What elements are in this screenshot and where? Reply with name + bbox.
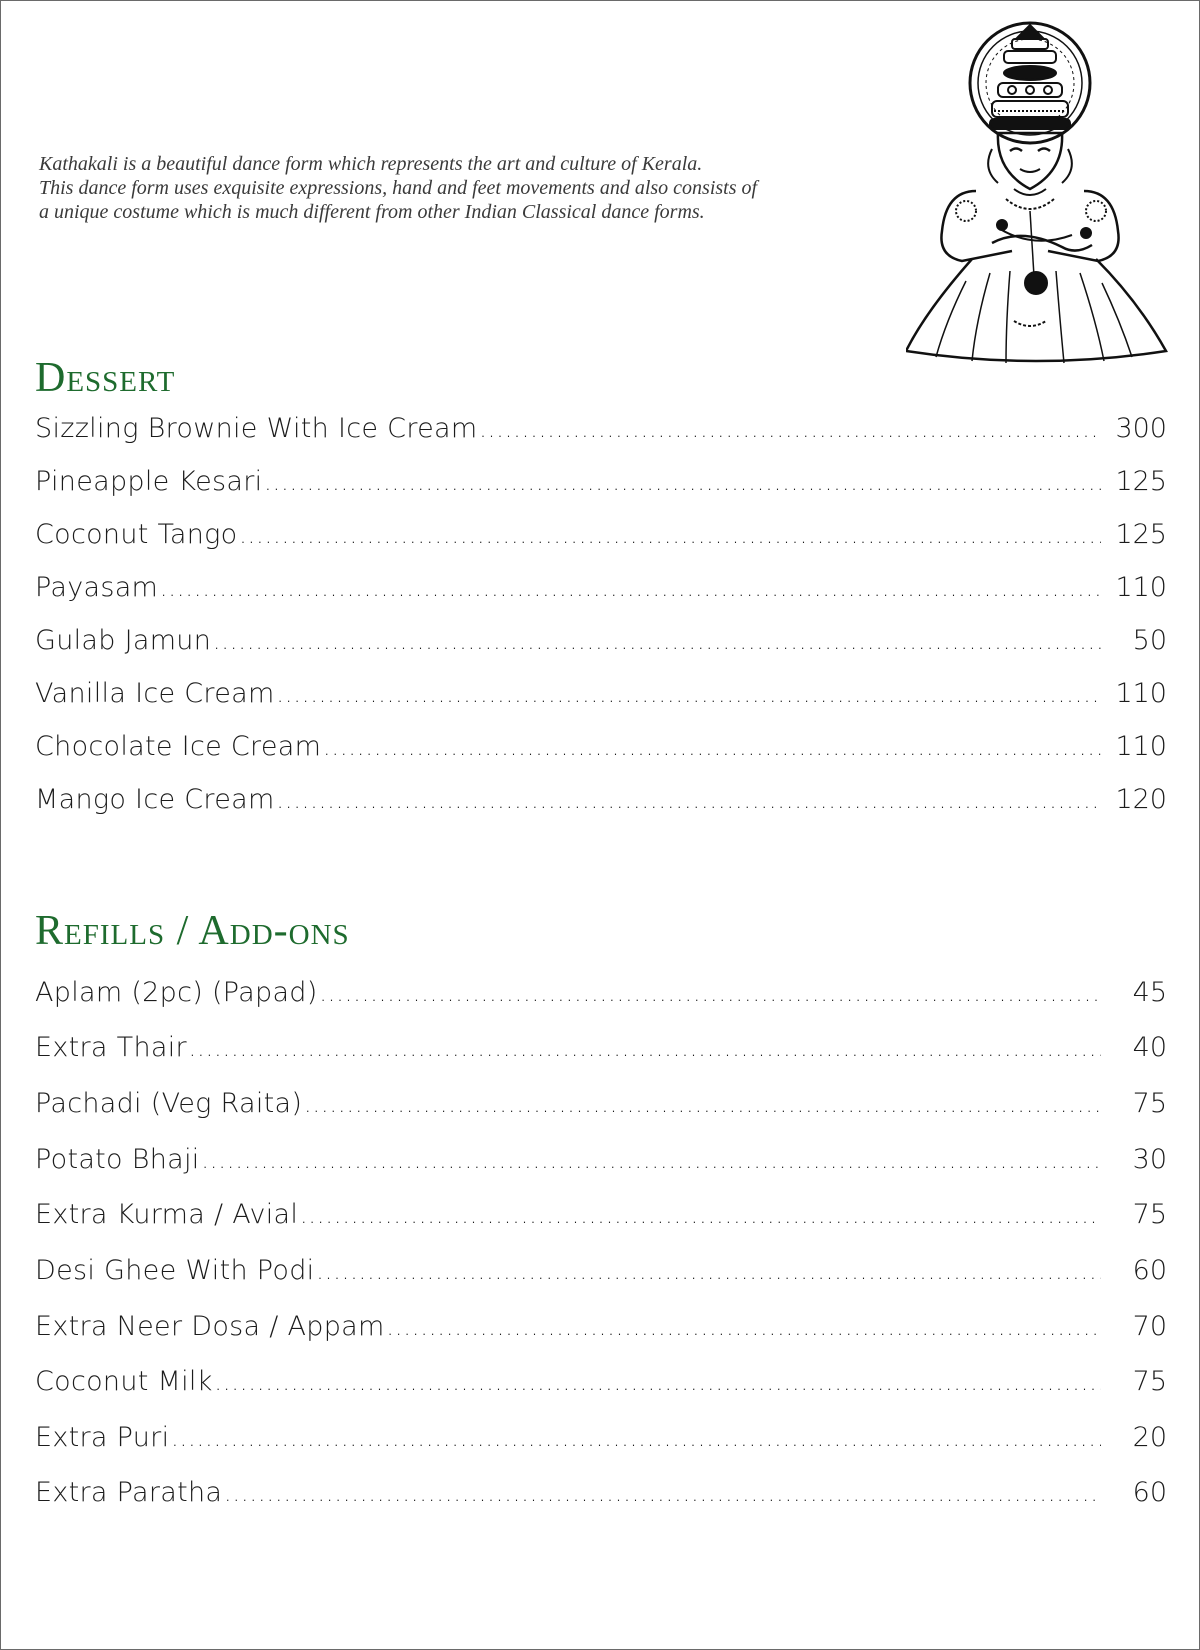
- menu-item: [35, 1366, 1167, 1406]
- item-name: Extra Kurma / Avial: [35, 1199, 299, 1230]
- menu-item: [35, 572, 1167, 612]
- item-name: Desi Ghee With Podi: [35, 1255, 315, 1286]
- item-name: Pineapple Kesari: [35, 466, 263, 497]
- item-price: 20: [1132, 1422, 1167, 1453]
- menu-item: [35, 977, 1167, 1017]
- item-price: 50: [1132, 625, 1167, 656]
- item-price: 60: [1132, 1255, 1167, 1286]
- item-name: Gulab Jamun: [35, 625, 212, 656]
- item-name: Vanilla Ice Cream: [35, 678, 275, 709]
- dot-leader: [300, 1204, 1101, 1229]
- item-price: 45: [1132, 977, 1167, 1008]
- item-price: 110: [1115, 572, 1167, 603]
- item-price: 110: [1115, 678, 1167, 709]
- menu-item: [35, 678, 1167, 718]
- dot-leader: [323, 736, 1101, 761]
- menu-item: [35, 625, 1167, 665]
- item-name: Extra Puri: [35, 1422, 170, 1453]
- dot-leader: [480, 418, 1102, 443]
- item-price: 75: [1132, 1088, 1167, 1119]
- item-price: 125: [1115, 519, 1167, 550]
- menu-item: [35, 1032, 1167, 1072]
- menu-item: [35, 1144, 1167, 1184]
- dot-leader: [189, 1037, 1101, 1062]
- dot-leader: [264, 471, 1101, 496]
- menu-item: [35, 1199, 1167, 1239]
- item-name: Potato Bhaji: [35, 1144, 200, 1175]
- item-price: 40: [1132, 1032, 1167, 1063]
- item-name: Chocolate Ice Cream: [35, 731, 322, 762]
- item-price: 75: [1132, 1199, 1167, 1230]
- item-name: Sizzling Brownie With Ice Cream: [35, 413, 478, 444]
- intro-line: Kathakali is a beautiful dance form which represents the art and culture of Kerala.: [39, 153, 703, 175]
- dot-leader: [202, 1149, 1101, 1174]
- intro-line: This dance form uses exquisite expressions, hand and feet movements and also consists of: [39, 177, 758, 199]
- item-name: Coconut Milk: [35, 1366, 213, 1397]
- item-price: 300: [1115, 413, 1167, 444]
- dot-leader: [277, 683, 1101, 708]
- menu-item: [35, 784, 1167, 824]
- menu-item: [35, 1255, 1167, 1295]
- dot-leader: [277, 789, 1101, 814]
- item-price: 110: [1115, 731, 1167, 762]
- item-name: Coconut Tango: [35, 519, 238, 550]
- item-price: 125: [1115, 466, 1167, 497]
- item-name: Mango Ice Cream: [35, 784, 275, 815]
- menu-item: [35, 1422, 1167, 1462]
- dot-leader: [213, 630, 1101, 655]
- dot-leader: [215, 1371, 1101, 1396]
- item-price: 30: [1132, 1144, 1167, 1175]
- dot-leader: [316, 1260, 1101, 1285]
- menu-item: [35, 466, 1167, 506]
- dot-leader: [239, 524, 1101, 549]
- dot-leader: [160, 577, 1101, 602]
- item-price: 75: [1132, 1366, 1167, 1397]
- item-price: 70: [1132, 1311, 1167, 1342]
- menu-item: [35, 519, 1167, 559]
- menu-item: [35, 413, 1167, 453]
- dot-leader: [171, 1427, 1101, 1452]
- item-price: 120: [1115, 784, 1167, 815]
- item-name: Extra Neer Dosa / Appam: [35, 1311, 385, 1342]
- menu-item: [35, 1311, 1167, 1351]
- intro-paragraph: [39, 152, 859, 224]
- kathakali-dancer-illustration: [906, 21, 1168, 366]
- item-name: Aplam (2pc) (Papad): [35, 977, 318, 1008]
- item-name: Payasam: [35, 572, 159, 603]
- section-title-dessert: Dessert: [35, 355, 176, 401]
- item-name: Extra Paratha: [35, 1477, 223, 1508]
- item-price: 60: [1132, 1477, 1167, 1508]
- dot-leader: [387, 1316, 1101, 1341]
- dot-leader: [304, 1093, 1101, 1118]
- intro-line: a unique costume which is much different from other Indian Classical dance forms.: [39, 201, 705, 223]
- menu-item: [35, 1477, 1167, 1517]
- menu-item: [35, 1088, 1167, 1128]
- item-name: Pachadi (Veg Raita): [35, 1088, 303, 1119]
- section-title-refills-addons: Refills / Add-ons: [35, 908, 350, 954]
- menu-item: [35, 731, 1167, 771]
- dot-leader: [320, 982, 1101, 1007]
- dot-leader: [224, 1482, 1101, 1507]
- item-name: Extra Thair: [35, 1032, 187, 1063]
